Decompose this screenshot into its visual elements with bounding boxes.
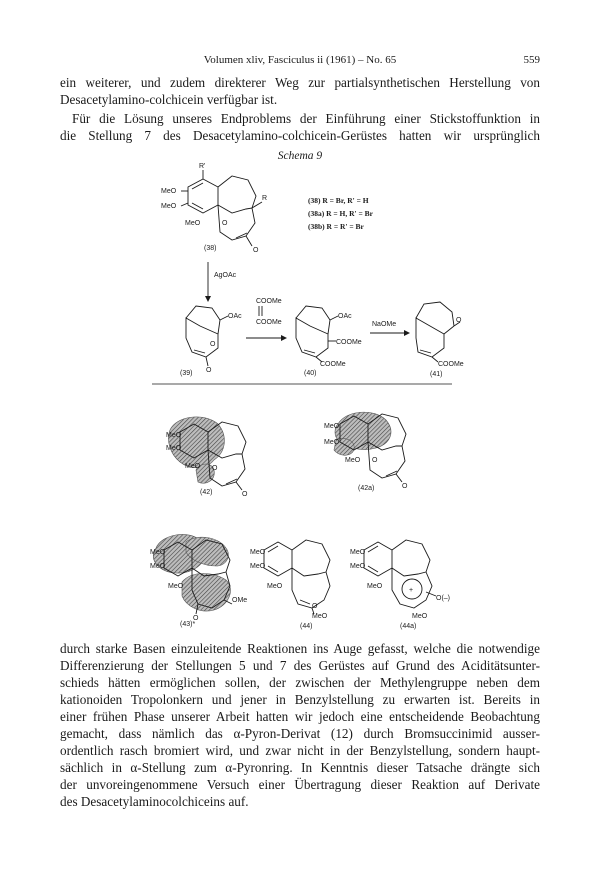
text-line: Differenzierung der Stellungen 5 und 7 des Gerüstes auf Grund des Aciditätsunter- — [60, 658, 540, 673]
label-coome: COOMe — [256, 319, 282, 326]
text-line: ordentlich rasch bromiert wird, und zwar nicht in der Benzylstellung, sondern haupt- — [60, 743, 540, 758]
structure-43 — [153, 534, 232, 614]
text-line: durch starke Basen einzuleitende Reaktionen ins Auge gefasst, welche die notwendige — [60, 641, 540, 656]
label-o: O — [242, 491, 248, 498]
label-r-prime: R' — [199, 163, 206, 170]
label-coome: COOMe — [438, 361, 464, 368]
structure-44a — [364, 540, 436, 608]
label-meo: MeO — [161, 188, 177, 195]
paragraph-discussion — [60, 640, 540, 810]
label-coome: COOMe — [256, 298, 282, 305]
text-line: des Desacetylaminocolchiceins auf. — [60, 794, 249, 809]
structure-38 — [181, 170, 262, 246]
label-meo: MeO — [185, 463, 201, 470]
compound-label-39: (39) — [180, 370, 193, 377]
label-coome: COOMe — [336, 339, 362, 346]
reagent-naome: NaOMe — [372, 321, 397, 328]
label-meo: MeO — [312, 613, 328, 620]
label-o: O — [193, 615, 199, 622]
label-meo: MeO — [345, 457, 361, 464]
label-meo: MeO — [367, 583, 383, 590]
structure-40 — [296, 306, 338, 362]
label-oac: OAc — [228, 313, 242, 320]
label-meo: MeO — [350, 563, 366, 570]
label-meo: MeO — [185, 220, 201, 227]
label-o: O — [222, 220, 228, 227]
label-meo: MeO — [250, 563, 266, 570]
text-line: die Stellung 7 des Desacetylamino-colchicein-Gerüstes hatten wir ursprünglich — [60, 128, 540, 143]
arrowhead — [205, 296, 211, 302]
label-meo: MeO — [267, 583, 283, 590]
label-o: O — [253, 247, 259, 254]
reagent-agoac: AgOAc — [214, 272, 237, 279]
structure-41 — [416, 302, 460, 362]
label-meo: MeO — [168, 583, 184, 590]
running-title: Volumen xliv, Fasciculus ii (1961) – No. 65 — [203, 54, 397, 66]
label-o: O — [456, 317, 462, 324]
arrowhead — [404, 330, 410, 336]
label-meo: MeO — [250, 549, 266, 556]
text-line: ein weiterer, und zudem direkterer Weg zur partialsynthetischen Herstellung von — [60, 75, 540, 90]
legend-entry: (38) R = Br, R' = H — [308, 196, 369, 205]
label-o-minus: O(–) — [436, 595, 450, 602]
compound-label-44a: (44a) — [400, 623, 417, 630]
label-coome: COOMe — [320, 361, 346, 368]
text-line: Für die Lösung unseres Endproblems der Einführung einer Stickstoffunktion in — [72, 111, 540, 126]
label-oac: OAc — [338, 313, 352, 320]
text-line: der unvoreingenommene Versuch einer Übertragung dieser Reaktion auf Derivate — [60, 777, 540, 792]
text-line: schieds hätten ermöglichen sollen, der zwischen der Methylengruppe neben dem — [60, 675, 540, 690]
label-o: O — [402, 483, 408, 490]
label-o: O — [312, 603, 318, 610]
text-line: gemacht, dass nämlich das α-Pyron-Derivat (12) durch Bromsuccinimid ausser- — [60, 726, 540, 741]
structure-42a — [334, 412, 406, 482]
compound-label-41: (41) — [430, 371, 443, 378]
label-meo: MeO — [324, 439, 340, 446]
label-meo: MeO — [166, 432, 182, 439]
label-meo: MeO — [150, 563, 166, 570]
structure-42 — [168, 417, 246, 490]
substituent-legend — [308, 196, 374, 231]
schema-title: Schema 9 — [277, 150, 323, 162]
text-line: einer frühen Phase unserer Arbeit hatten wir jedoch eine entscheidende Beobachtung — [60, 709, 540, 724]
text-line: Desacetylamino-colchicein verfügbar ist. — [60, 92, 278, 107]
compound-label-42a: (42a) — [358, 485, 375, 492]
label-o: O — [210, 341, 216, 348]
label-o: O — [212, 465, 218, 472]
structure-44 — [264, 540, 330, 614]
compound-label-40: (40) — [304, 370, 317, 377]
page-number: 559 — [523, 54, 540, 66]
compound-label-44: (44) — [300, 623, 313, 630]
legend-entry: (38a) R = H, R' = Br — [308, 209, 373, 218]
label-meo: MeO — [161, 203, 177, 210]
structure-39 — [186, 306, 228, 366]
label-meo: MeO — [150, 549, 166, 556]
legend-entry: (38b) R = R' = Br — [308, 222, 364, 231]
label-r: R — [262, 195, 268, 202]
label-o: O — [206, 367, 212, 374]
text-line: kationoiden Tropolonkern und jener in Benzylstellung zu erwarten ist. Bereits in — [60, 692, 540, 707]
compound-label-38: (38) — [204, 245, 217, 252]
label-plus: + — [409, 587, 414, 594]
label-meo: MeO — [350, 549, 366, 556]
text-line: sächlich in α-Stellung zum α-Pyronring. In Kenntnis dieser Tatsache drängte sich — [60, 760, 540, 775]
compound-label-42: (42) — [200, 489, 213, 496]
label-meo: MeO — [324, 423, 340, 430]
label-meo: MeO — [412, 613, 428, 620]
label-meo: MeO — [166, 445, 182, 452]
compound-label-43: (43)* — [180, 621, 196, 628]
label-ome: OMe — [232, 597, 248, 604]
label-o: O — [372, 457, 378, 464]
arrowhead — [281, 335, 287, 341]
